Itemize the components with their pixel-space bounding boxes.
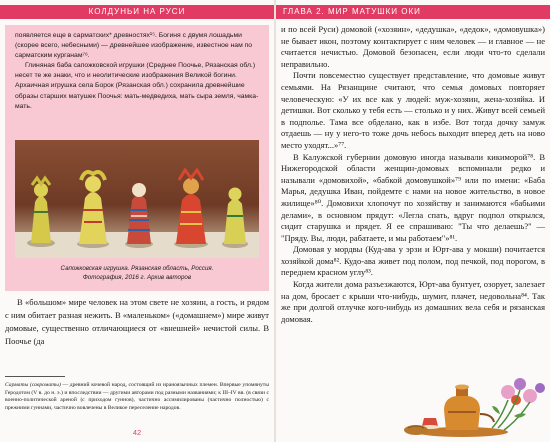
footnote-term: Сарматы (савроматы) bbox=[5, 382, 61, 388]
body-paragraph: Когда жители дома разъезжаются, Юрт-ава бунтует, озорует, залезает на дом, бросает с крыши что-нибудь, шумит, плачет, недовольна⁸⁴. Так же при долгой отлучке кого-нибудь из домашних вела себя и рязанская домовая. bbox=[281, 279, 545, 324]
body-paragraph: В «большом» мире человек на этом свете не хозяин, а гость, и рядом с ним обитает разная нежить. В «маленьком» («домашнем») мире живут домовые, существенно отличающиеся от «внешней» нечистой силы. В Поочье (да bbox=[5, 297, 269, 347]
caption-line: Фотография, 2016 г. Архив авторов bbox=[82, 274, 192, 281]
footnote-divider bbox=[5, 376, 65, 377]
footnote-text: — древний кочевой народ, состоящий из ираноязычных племен. Впервые упомянуты Геродотом (V в. до н. э.) и впоследствии — другими авторами под разными названиями; к III–IV вв. (в связи с военно-политической ареной (с приходом гуннов), частично ассимилированы (частично полностью) с прежними гуннами, частично вовлечены в Великое переселение народов. bbox=[5, 382, 269, 411]
body-paragraph: В Калужской губернии домовую иногда называли кикиморой⁷⁸. В Нижегородской области женщин-домовых вспоминали редко и называли «домовихой», «бабкой домовушкой»⁷⁹ или по имени: «Баба Марья, дедушка Иван, пойдемте с нами на новое жительство, в новое жилище»⁸⁰. Домовихи хлопочут по хозяйству и занимаются «бабьими делами», в основном прядут: «Легла спать, вдруг подпол открылся, сидит старушка и прядет. Я ее спрашиваю: "Ты что делаешь?" — "Пряду. Вы, люди, рабатаете, и мы работаем"»⁸¹. bbox=[281, 151, 545, 243]
body-paragraph: и по всей Руси) домовой («хозяин», «дедушка», «дедок», «домовушка») не бывает икон, поэтому контактирует с ним человек — и главное — не считается нечистью. Домовой безопасен, если люди что-то сделали неправильно. bbox=[281, 24, 545, 69]
samovar-flowers-illustration bbox=[400, 370, 550, 438]
caption-line: Сапожковская игрушка. Рязанская область, Россия. bbox=[60, 265, 214, 272]
flower-bouquet bbox=[492, 378, 545, 430]
book-gutter bbox=[274, 0, 276, 442]
body-paragraph: Домовая у мордвы (Куд-ава у эрзи и Юрт-ава у мокши) почитается хозяйкой дома⁸². Кудо-ава живет под полом, под печкой, под порогом, в переднем красном углу⁸³. bbox=[281, 244, 545, 278]
right-body-text bbox=[281, 24, 545, 325]
clay-toys-photo bbox=[15, 140, 259, 258]
right-running-header: ГЛАВА 2. МИР МАТУШКИ ОКИ bbox=[276, 5, 550, 19]
footnote bbox=[5, 382, 269, 412]
body-paragraph: Почти повсеместно существует представление, что домовые живут семьями. На Рязанщине считают, что семья домовых повторяет человеческую: «У их все как у людей: муж-хозяин, жена-хозяйка. И детишки. Вот сколько у тебя есть — столько и у них. Живут всей семьей в подполье. Тама все обделано, как в избе. Вот тогда дочку замуж отдаешь — ну у него-то тоже дочь небось выходит вперед деть на ново место уходят...»⁷⁷. bbox=[281, 70, 545, 150]
left-running-header: КОЛДУНЬИ НА РУСИ bbox=[0, 5, 274, 19]
sidebar-text bbox=[15, 31, 259, 112]
left-body-text bbox=[5, 296, 269, 348]
sidebar-paragraph: появляется еще в сарматских* древностях¹⁵. Богиня с двумя лошадьми (скорее всего, небесными) — древнейшее изображение, известное нам по сарматским курганам⁷⁶. bbox=[15, 32, 253, 60]
samovar-ornament bbox=[400, 370, 550, 438]
photo-illustration bbox=[15, 140, 259, 258]
sidebar-paragraph: Глиняная баба сапожковской игрушки (Среднее Поочье, Рязанская обл.) несет те же знаки, что и неолитические изображения Великой богини. Архаичная игрушка села Борок (Рязанская обл.) сохранила древнейшие образы старших матушек Поочья: мать-медведиха, мать сыра земля, чамка-мать. bbox=[15, 62, 259, 110]
page-number: 42 bbox=[132, 428, 142, 437]
photo-caption bbox=[15, 264, 259, 282]
